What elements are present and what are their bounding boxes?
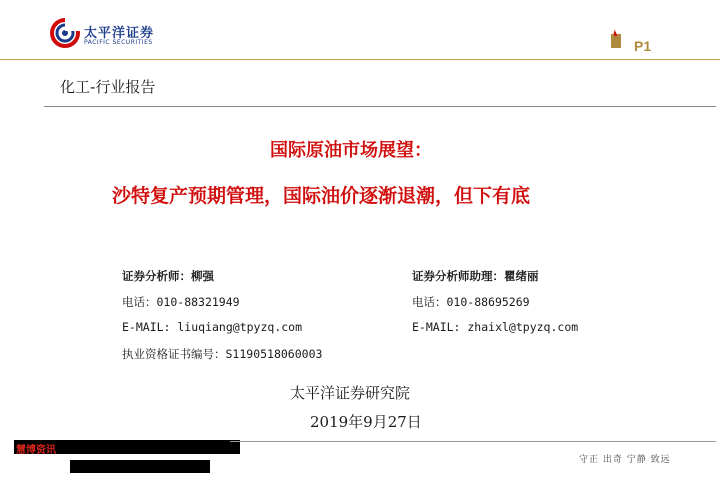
- report-title-line2: 沙特复产预期管理，国际油价逐渐退潮，但下有底: [112, 185, 531, 207]
- pacific-securities-logo-icon: [50, 18, 80, 48]
- watermark-label: 慧博资讯: [16, 445, 56, 456]
- logo-subtext: PACIFIC SECURITIES: [84, 39, 153, 46]
- analyst-phone-left: 电话：010-88321949: [122, 295, 240, 309]
- institute-name: 太平洋证券研究院: [290, 384, 411, 402]
- analyst-license-left: 执业资格证书编号：S1190518060003: [122, 347, 323, 361]
- report-category: 化工-行业报告: [60, 78, 156, 96]
- report-title-line1: 国际原油市场展望：: [270, 140, 432, 161]
- footer-slogan: 守正 出奇 宁静 致远: [579, 455, 671, 465]
- analyst-email-right: E-MAIL: zhaixl@tpyzq.com: [412, 320, 579, 334]
- logo-text: 太平洋证券: [84, 26, 155, 41]
- page-number: P1: [634, 38, 652, 54]
- category-divider: [44, 106, 716, 107]
- analyst-phone-right: 电话：010-88695269: [412, 295, 530, 309]
- flame-icon: [609, 28, 623, 48]
- watermark-bar-lower: [70, 460, 210, 473]
- analyst-role-left: 证券分析师：柳强: [122, 269, 214, 283]
- report-date: 2019年9月27日: [310, 413, 422, 431]
- footer-divider: [230, 441, 716, 442]
- analyst-role-right: 证券分析师助理：瞿绪丽: [412, 269, 539, 283]
- header-divider: [0, 59, 720, 60]
- analyst-email-left: E-MAIL: liuqiang@tpyzq.com: [122, 320, 303, 334]
